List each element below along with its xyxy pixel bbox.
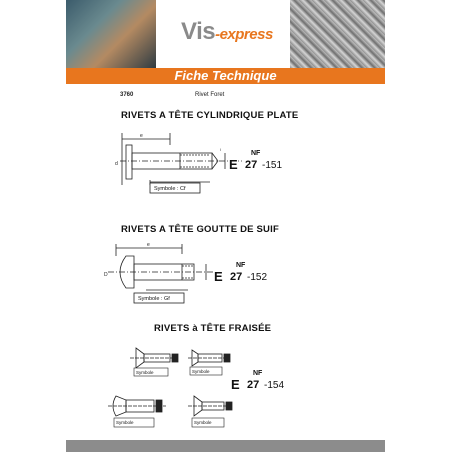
norm-number: 27 xyxy=(245,159,258,171)
product-name: Rivet Foret xyxy=(195,92,225,98)
brand-sub: -express xyxy=(215,26,273,43)
screws-photo xyxy=(290,0,385,68)
symbol-label-3: Symbole xyxy=(116,420,134,425)
symbol-label-gf: Symbole : Gf xyxy=(138,296,170,302)
norm-code: -152 xyxy=(247,272,268,283)
norm-code: -151 xyxy=(262,160,283,171)
norm-letter: E xyxy=(231,377,240,392)
svg-text:D: D xyxy=(104,272,108,278)
svg-text:e: e xyxy=(140,133,143,139)
section-title-countersunk: RIVETS à TÊTE FRAISÉE xyxy=(154,323,272,334)
norm-number: 27 xyxy=(230,271,243,283)
svg-text:d: d xyxy=(115,161,118,167)
drawing-countersunk-a xyxy=(126,342,186,378)
drawing-countersunk-c xyxy=(104,390,174,430)
data-sheet xyxy=(66,0,385,452)
header xyxy=(66,0,385,68)
product-code: 3760 xyxy=(120,92,134,98)
drawing-countersunk-b xyxy=(184,342,244,378)
norm-prefix: NF xyxy=(236,262,246,269)
norm-letter: E xyxy=(229,157,238,172)
brand-logo[interactable] xyxy=(181,18,273,46)
symbol-label-1: Symbole xyxy=(136,370,154,375)
symbol-label-cf: Symbole : Cf xyxy=(154,186,186,192)
section-title-cylindrical: RIVETS A TÊTE CYLINDRIQUE PLATE xyxy=(121,110,299,121)
norm-code: -154 xyxy=(264,380,285,391)
svg-text:l: l xyxy=(220,147,221,152)
drawing-countersunk-d xyxy=(184,390,244,430)
symbol-label-4: Symbole xyxy=(194,420,212,425)
workshop-photo xyxy=(66,0,156,68)
banner-title: Fiche Technique xyxy=(66,68,385,84)
brand-main: Vis xyxy=(181,18,216,45)
norm-number: 27 xyxy=(247,379,260,391)
norm-prefix: NF xyxy=(251,150,261,157)
footer-bar xyxy=(66,440,385,452)
norm-prefix: NF xyxy=(253,370,263,377)
svg-text:e: e xyxy=(147,242,150,248)
symbol-label-2: Symbole xyxy=(192,369,210,374)
section-title-drop-head: RIVETS A TÊTE GOUTTE DE SUIF xyxy=(121,224,279,235)
norm-letter: E xyxy=(214,269,223,284)
